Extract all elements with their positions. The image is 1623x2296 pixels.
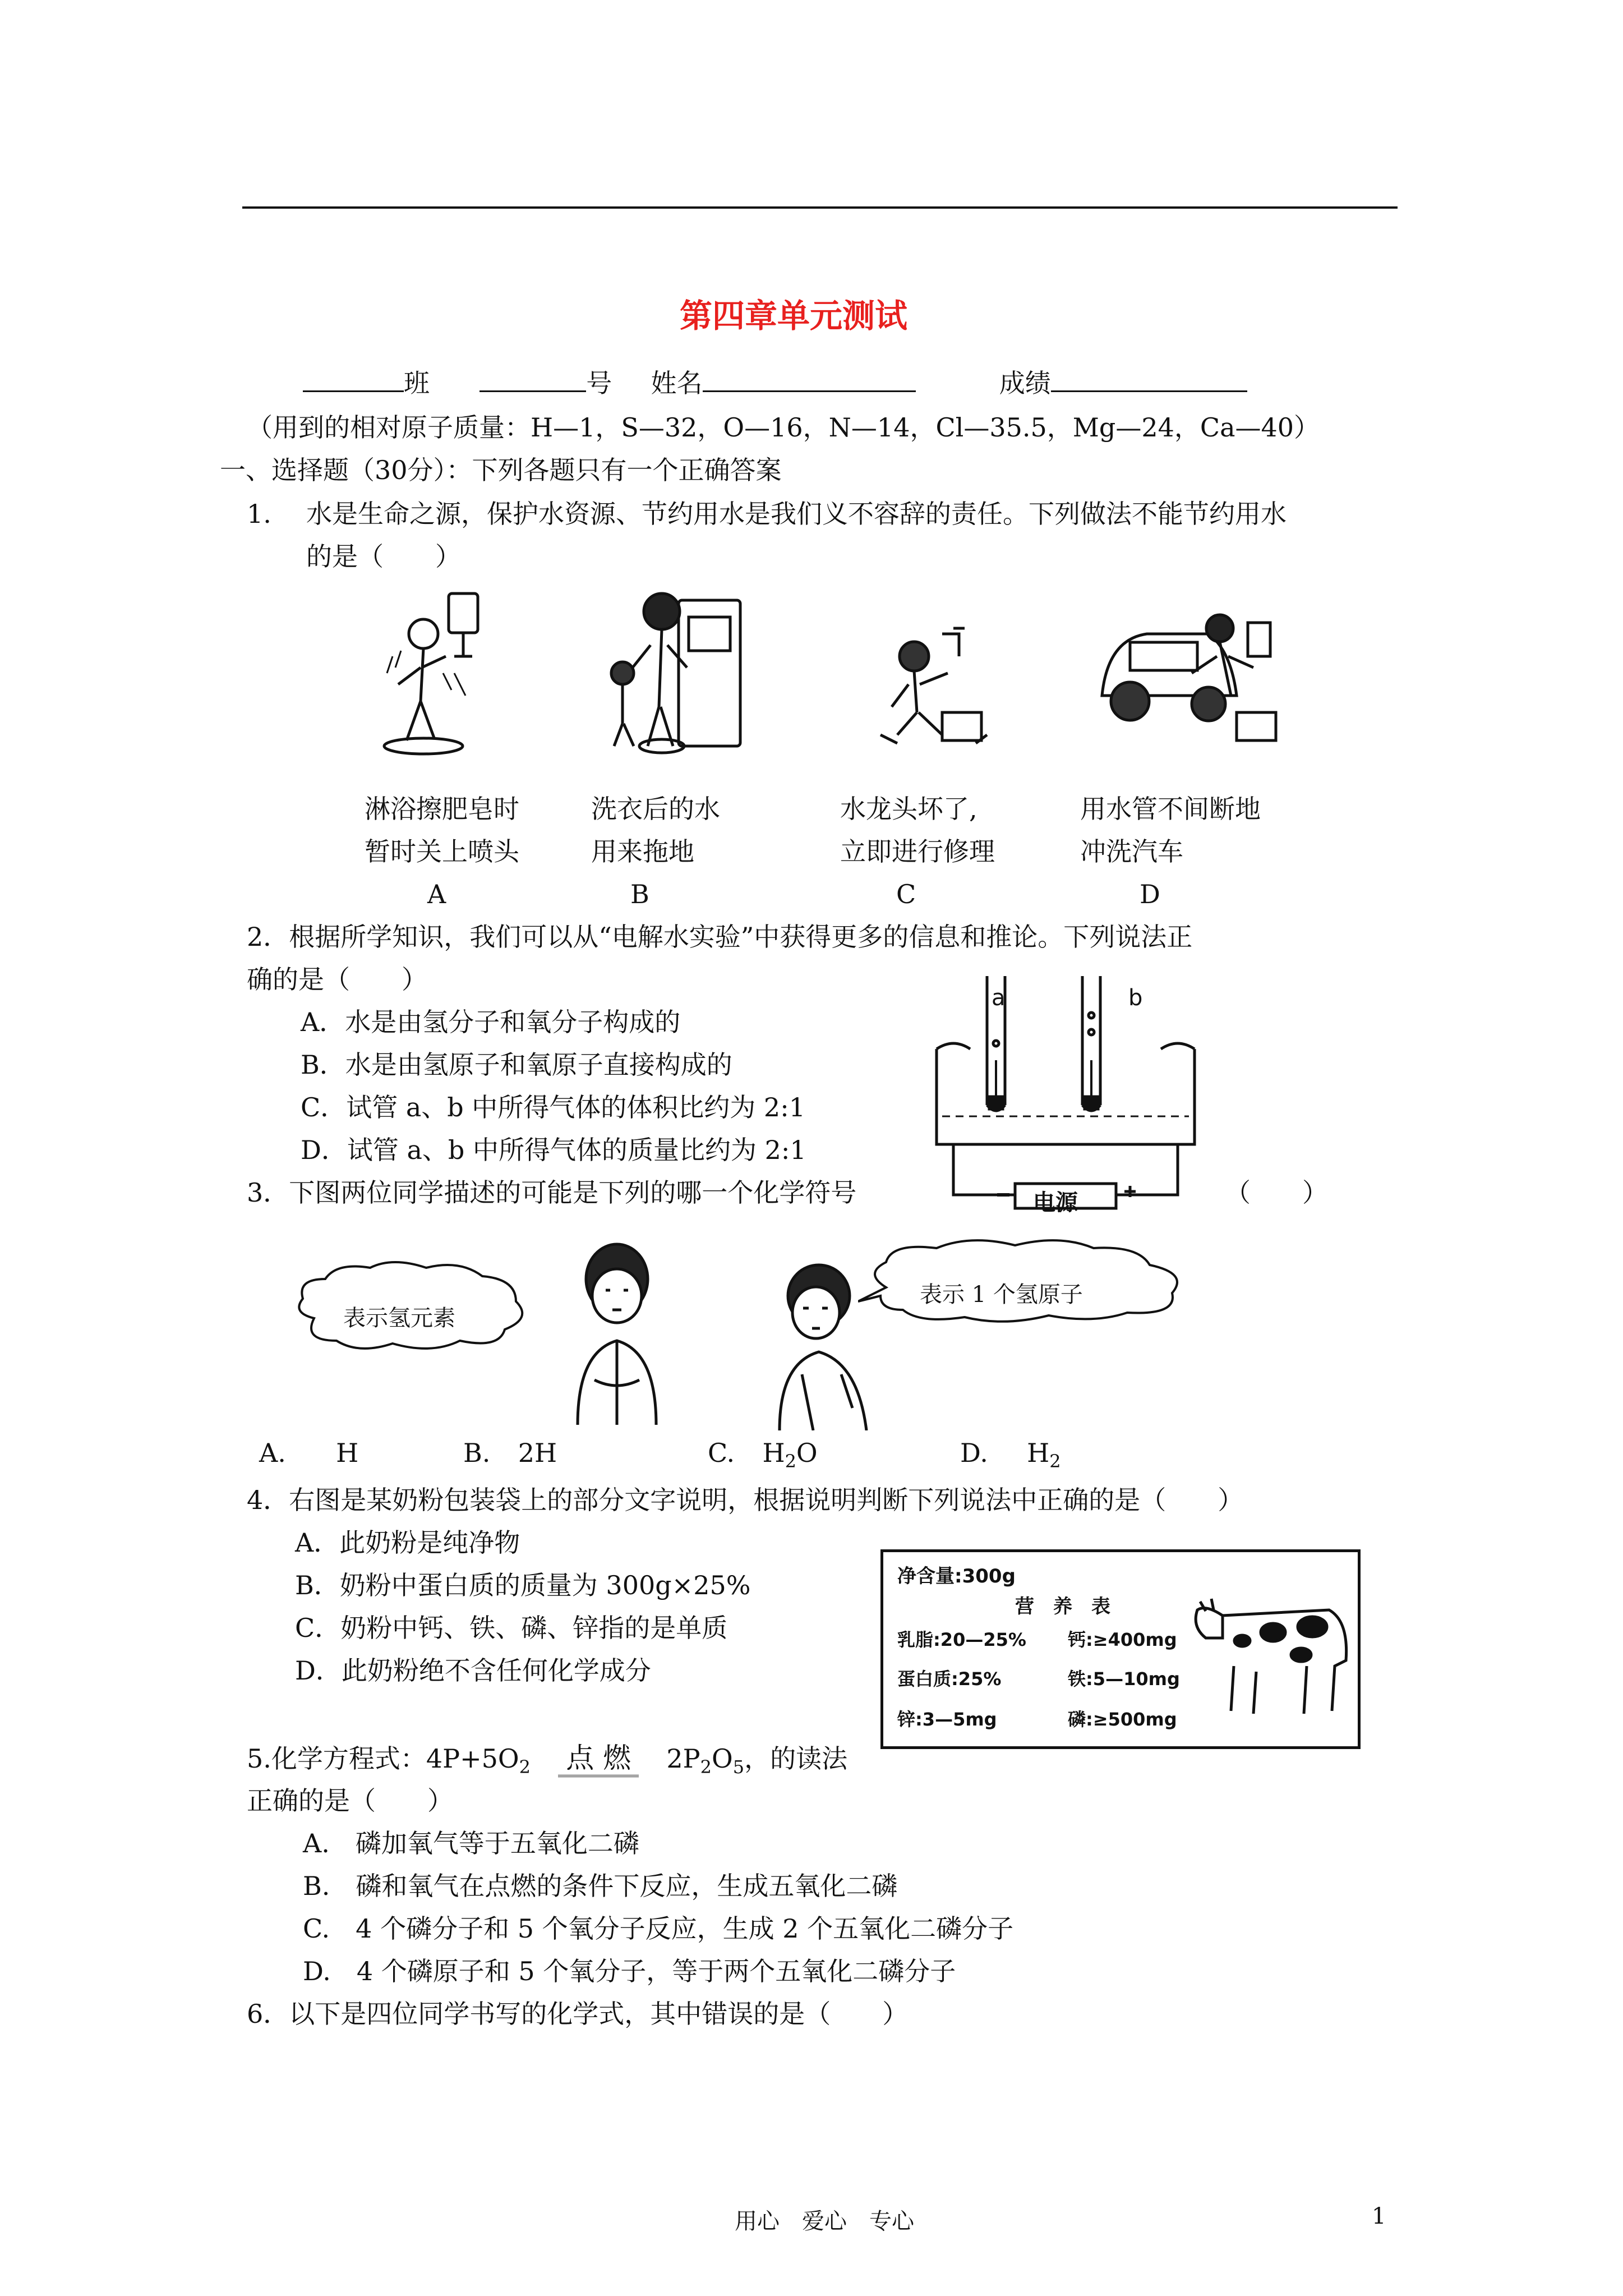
q3-option-c-tail: O (796, 1438, 818, 1468)
car-washing-picture (1096, 589, 1287, 757)
score-blank[interactable] (1051, 366, 1247, 392)
q5-product-mid: O (711, 1743, 733, 1774)
q1-number: 1. (247, 499, 271, 529)
q5-option-a[interactable]: A. 磷加氧气等于五氧化二磷 (303, 1828, 639, 1858)
q4-option-c[interactable]: C．奶粉中钙、铁、磷、锌指的是单质 (295, 1613, 728, 1643)
q2-option-c[interactable]: C．试管 a、b 中所得气体的体积比约为 2:1 (301, 1092, 805, 1122)
nutrition-fat: 乳脂:20—25% (897, 1629, 1026, 1650)
faucet-repair-picture (875, 623, 993, 752)
q4-option-b[interactable]: B．奶粉中蛋白质的质量为 300g×25% (295, 1570, 751, 1600)
q1-option-c-caption2: 立即进行修理 (840, 836, 995, 867)
q2-option-d[interactable]: D．试管 a、b 中所得气体的质量比约为 2:1 (301, 1135, 806, 1165)
q1-option-b-letter[interactable]: B (630, 879, 649, 909)
number-blank[interactable] (479, 366, 586, 392)
shower-picture (381, 589, 494, 757)
q3-option-b-label: B. (463, 1438, 491, 1468)
q3-stem: 3．下图两位同学描述的可能是下列的哪一个化学符号 (247, 1177, 857, 1208)
q1-stem-line1: 水是生命之源，保护水资源、节约用水是我们义不容辞的责任。下列做法不能节约用水 (306, 499, 1287, 529)
q3-option-a-formula: H (336, 1438, 359, 1468)
q3-option-c-label: C. (708, 1438, 735, 1468)
atomic-masses-note: （用到的相对原子质量：H—1，S—32，O—16，N—14，Cl—35.5，Mg—24，Ca—40） (247, 412, 1320, 443)
q5-equation-line (247, 1741, 847, 1784)
name-blank[interactable] (703, 366, 916, 392)
q2-stem-line2: 确的是（ ） (247, 964, 427, 995)
q2-option-b[interactable]: B．水是由氢原子和氧原子直接构成的 (301, 1050, 732, 1080)
q5-subscript-o2: 2 (519, 1756, 531, 1778)
q3-option-c-formula: H (762, 1438, 785, 1468)
q1-option-d-caption1: 用水管不间断地 (1080, 794, 1261, 824)
q2-option-a[interactable]: A．水是由氢分子和氧分子构成的 (301, 1007, 681, 1037)
q5-subscript-p2: 2 (700, 1756, 712, 1778)
nutrition-zinc: 锌:3—5mg (897, 1709, 997, 1730)
footer-motto: 用心 爱心 专心 (735, 2208, 914, 2234)
cow-picture (1189, 1576, 1357, 1722)
q5-equation-prefix: 5.化学方程式：4P+5O (247, 1743, 519, 1774)
q3-option-a[interactable] (259, 1436, 358, 1470)
laundry-picture (594, 578, 746, 757)
q3-option-d-label: D. (960, 1438, 988, 1468)
q1-stem-line2: 的是（ ） (306, 541, 461, 572)
nutrition-protein: 蛋白质:25% (897, 1668, 1002, 1690)
q1-option-c-letter[interactable]: C (896, 879, 916, 909)
page-title: 第四章单元测试 (680, 297, 908, 335)
q3-option-b-formula: 2H (518, 1438, 557, 1468)
q3-option-c[interactable] (708, 1436, 818, 1478)
page-number: 1 (1372, 2203, 1386, 2229)
tube-a-label: a (992, 985, 1006, 1011)
nutrition-calcium: 钙:≥400mg (1068, 1629, 1177, 1650)
q5-product-prefix: 2P (666, 1743, 700, 1774)
q1-option-d-letter[interactable]: D (1140, 879, 1160, 909)
q4-option-d[interactable]: D．此奶粉绝不含任何化学成分 (295, 1655, 651, 1686)
student-left-picture (561, 1240, 673, 1425)
q1-option-a-caption2: 暂时关上喷头 (365, 836, 519, 867)
q1-option-b-caption1: 洗衣后的水 (591, 794, 720, 824)
q3-option-c-subscript: 2 (785, 1451, 796, 1473)
q1-option-d-caption2: 冲洗汽车 (1080, 836, 1183, 867)
score-label: 成绩 (999, 368, 1051, 398)
q5-option-b[interactable]: B. 磷和氧气在点燃的条件下反应，生成五氧化二磷 (303, 1871, 898, 1901)
q4-option-a[interactable]: A．此奶粉是纯净物 (295, 1527, 520, 1558)
header-rule (242, 206, 1398, 209)
q5-option-d[interactable]: D. 4 个磷原子和 5 个氧分子，等于两个五氧化二磷分子 (303, 1956, 956, 1986)
q3-option-b[interactable] (463, 1436, 557, 1470)
net-weight: 净含量:300g (897, 1565, 1016, 1588)
nutrition-phosphorus: 磷:≥500mg (1068, 1709, 1177, 1730)
q1-option-b-caption2: 用来拖地 (591, 836, 694, 867)
q1-option-a-caption1: 淋浴擦肥皂时 (365, 794, 519, 824)
number-label: 号 (586, 368, 612, 398)
nutrition-iron: 铁:5—10mg (1068, 1668, 1180, 1690)
nutrition-heading: 营 养 表 (1015, 1595, 1110, 1618)
class-label: 班 (404, 368, 430, 398)
name-label: 姓名 (651, 368, 703, 398)
q3-option-d-subscript: 2 (1049, 1451, 1061, 1473)
q5-option-c[interactable]: C. 4 个磷分子和 5 个氧分子反应，生成 2 个五氧化二磷分子 (303, 1913, 1014, 1944)
q2-stem-line1: 2．根据所学知识，我们可以从“电解水实验”中获得更多的信息和推论。下列说法正 (247, 922, 1193, 952)
class-blank[interactable] (303, 366, 404, 392)
student-info-line (303, 366, 1247, 400)
power-source-label: 电源 (1033, 1190, 1078, 1216)
q3-option-a-label: A. (259, 1438, 286, 1468)
q5-subscript-o5: 5 (732, 1756, 745, 1778)
q5-stem-line2: 正确的是（ ） (247, 1786, 453, 1816)
bubble-right-text: 表示 1 个氢原子 (920, 1282, 1083, 1308)
q3-option-d[interactable] (960, 1436, 1061, 1478)
q1-option-a-letter[interactable]: A (427, 879, 446, 909)
q3-option-d-formula: H (1027, 1438, 1050, 1468)
tube-b-label: b (1128, 985, 1143, 1011)
q5-reaction-condition: 点 燃 (558, 1741, 639, 1777)
bubble-left-text: 表示氢元素 (343, 1305, 455, 1331)
q6-stem: 6．以下是四位同学书写的化学式，其中错误的是（ ） (247, 1999, 909, 2029)
q1-option-c-caption1: 水龙头坏了, (840, 794, 978, 824)
q4-stem: 4．右图是某奶粉包装袋上的部分文字说明，根据说明判断下列说法中正确的是（ ） (247, 1485, 1244, 1515)
q3-answer-paren[interactable]: （ ） (1225, 1177, 1328, 1208)
section-heading-choice: 一、选择题（30分）：下列各题只有一个正确答案 (220, 455, 782, 485)
q5-equation-suffix: ，的读法 (744, 1743, 848, 1774)
